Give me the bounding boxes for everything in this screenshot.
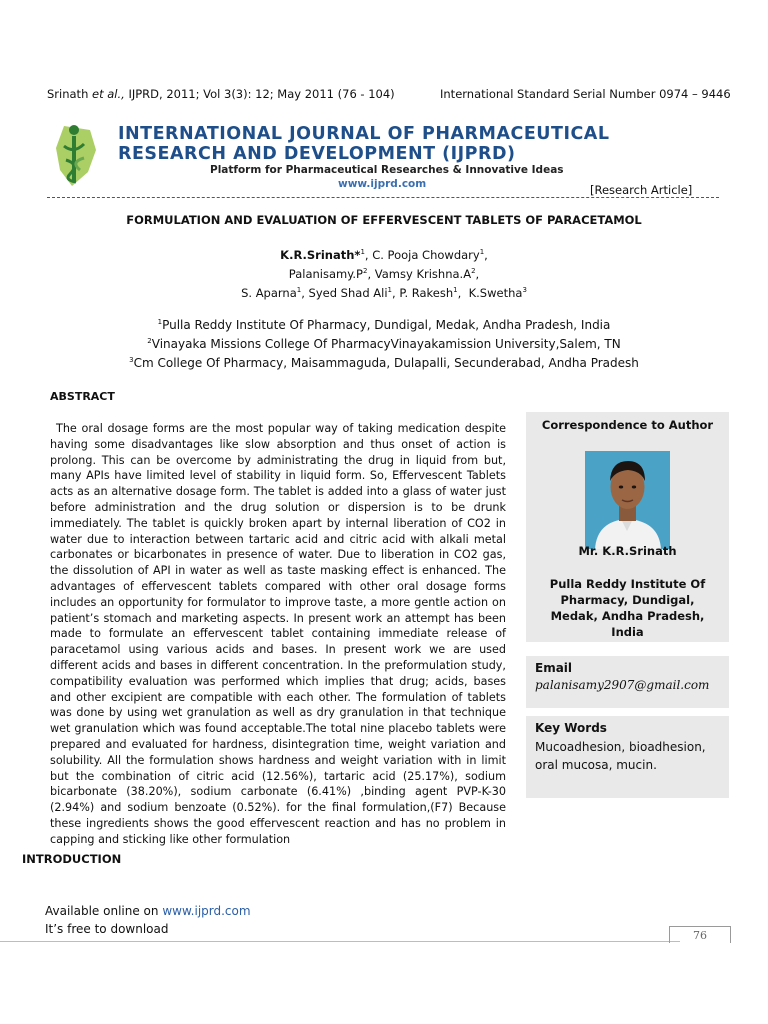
footer-divider [0, 941, 680, 942]
keywords-text: Mucoadhesion, bioadhesion, oral mucosa, mucin. [535, 740, 706, 772]
affiliation-list [0, 316, 768, 373]
author-photo [585, 451, 670, 549]
corresponding-author-name: Mr. K.R.Srinath [578, 544, 677, 558]
journal-subtitle: Platform for Pharmaceutical Researches & Innovative Ideas [210, 164, 564, 176]
article-type-label: [Research Article] [590, 183, 693, 197]
author-sup: 2 [363, 267, 368, 276]
keywords-box [526, 716, 729, 798]
availability-line [45, 904, 251, 918]
journal-title-line1: INTERNATIONAL JOURNAL OF PHARMACEUTICAL [118, 124, 610, 144]
abstract-heading: ABSTRACT [50, 390, 115, 403]
author-name: Syed Shad Ali [308, 286, 388, 300]
author-name: Palanisamy.P [288, 267, 363, 281]
author-name: P. Rakesh [399, 286, 454, 300]
paper-title: FORMULATION AND EVALUATION OF EFFERVESCENT TABLETS OF PARACETAMOL [126, 213, 642, 227]
author-sup: 1 [360, 248, 365, 257]
author-sup: 1 [479, 248, 485, 257]
author-name: S. Aparna [241, 286, 297, 300]
introduction-heading: INTRODUCTION [22, 852, 122, 866]
author-sup: 1 [296, 286, 302, 295]
corresponding-author-institute: Pulla Reddy Institute Of Pharmacy, Dundigal, Medak, Andha Pradesh, India [549, 577, 706, 639]
abstract-body: The oral dosage forms are the most popular way of taking medication despite having some disadvantages like slow absorption and thus onset of action is prolong. This can be overcome by administrating the drug in liquid from but, many APIs have limited level of stability in liquid form. So, Effervescent Tablets acts as an alternative dosage form. The tablet is added into a glass of water just before administration and the drug solution or dispersion is to be drunk immediately. The tablet is quickly broken apart by internal liberation of CO2 in water due to interaction between tartaric acid and citric acid with alkali metal carbonates or bicarbonates in presence of water. Due to liberation in CO2 gas, the dissolution of API in water as well as taste masking effect is enhanced. The advantages of effervescent tablets compared with other oral dosage forms includes an opportunity for formulator to improve taste, a more gentle action on patient’s stomach and marketing aspects. In present work an attempt has been made to formulate an effervescent tablet containing immediate release of paracetamol using various acids and bases. In present work we are used different acids and bases in different concentration. In the preformulation study, compatibility evaluation was performed which implies that drug; acids, bases and other excipient are compatible with each other. The formulation of tablets was done by using wet granulation as well as dry granulation in that technique wet granulation which was found acceptable.The total nine placebo tablets were prepared and evaluated for hardness, disintegration time, weight variation and solubility. All the formulation shows hardness and weight variation with in limit but the combination of citric acid (12.56%), tartaric acid (25.17%), sodium bicarbonate (38.20%), sodium carbonate (6.41%) ,binding agent PVP-K-30 (2.94%) and sodium benzoate (0.52%). for the final formulation,(F7) Because these ingredients shows the good effervescent reaction and has no problem in capping and sticking like other formulation [50, 422, 506, 846]
journal-url-link[interactable]: www.ijprd.com [338, 178, 427, 190]
author-name: Vamsy Krishna.A [374, 267, 472, 281]
page-number: 76 [669, 926, 731, 943]
author-name: K.R.Srinath* [280, 248, 361, 262]
email-box [526, 656, 729, 708]
affiliation-item: $^3$Cm College Of Pharmacy, Maisammaguda, Dulapalli, Secunderabad, Andha Pradesh [129, 356, 639, 370]
correspondence-box [526, 412, 729, 642]
affiliation-item: $^2$Vinayaka Missions College Of PharmacyVinayakamission University,Salem, TN [147, 337, 621, 351]
header-divider [47, 197, 719, 198]
affiliation-item: $^1$Pulla Reddy Institute Of Pharmacy, Dundigal, Medak, Andha Pradesh, India [157, 318, 611, 332]
author-sup: 1 [387, 286, 392, 295]
email-heading: Email [535, 661, 573, 675]
journal-title-line2: RESEARCH AND DEVELOPMENT (IJPRD) [118, 144, 516, 164]
author-name: C. Pooja Chowdary [372, 248, 480, 262]
availability-prefix: Available online on [45, 904, 159, 918]
author-name: K.Swetha [468, 286, 523, 300]
citation-etal: et al., [92, 87, 125, 101]
correspondence-heading: Correspondence to Author [541, 418, 714, 432]
keywords-heading: Key Words [535, 721, 607, 735]
email-link[interactable]: palanisamy2907@gmail.com [535, 678, 710, 692]
citation-header [47, 87, 395, 101]
author-sup: 3 [522, 286, 527, 295]
issn-header: International Standard Serial Number 0974 – 9446 [440, 87, 731, 101]
author-sup: 1 [453, 286, 458, 295]
footer-url-link[interactable]: www.ijprd.com [162, 904, 251, 918]
author-sup: 2 [471, 267, 476, 276]
free-download-text: It’s free to download [45, 922, 169, 936]
citation-author: Srinath [47, 87, 89, 101]
journal-logo-icon [50, 120, 102, 192]
author-list: K.R.Srinath*$^1$, C. Pooja Chowdary$^1$, $Palanisamy.P^2$, Vamsy $Krishna.A^2$, S. Aparna$^1$, Syed Shad Ali$^1$, P. Rakesh$^1$, K.Swetha$^3$ [241, 248, 527, 300]
citation-rest: IJPRD, 2011; Vol 3(3): 12; May 2011 (76 - 104) [128, 87, 395, 101]
